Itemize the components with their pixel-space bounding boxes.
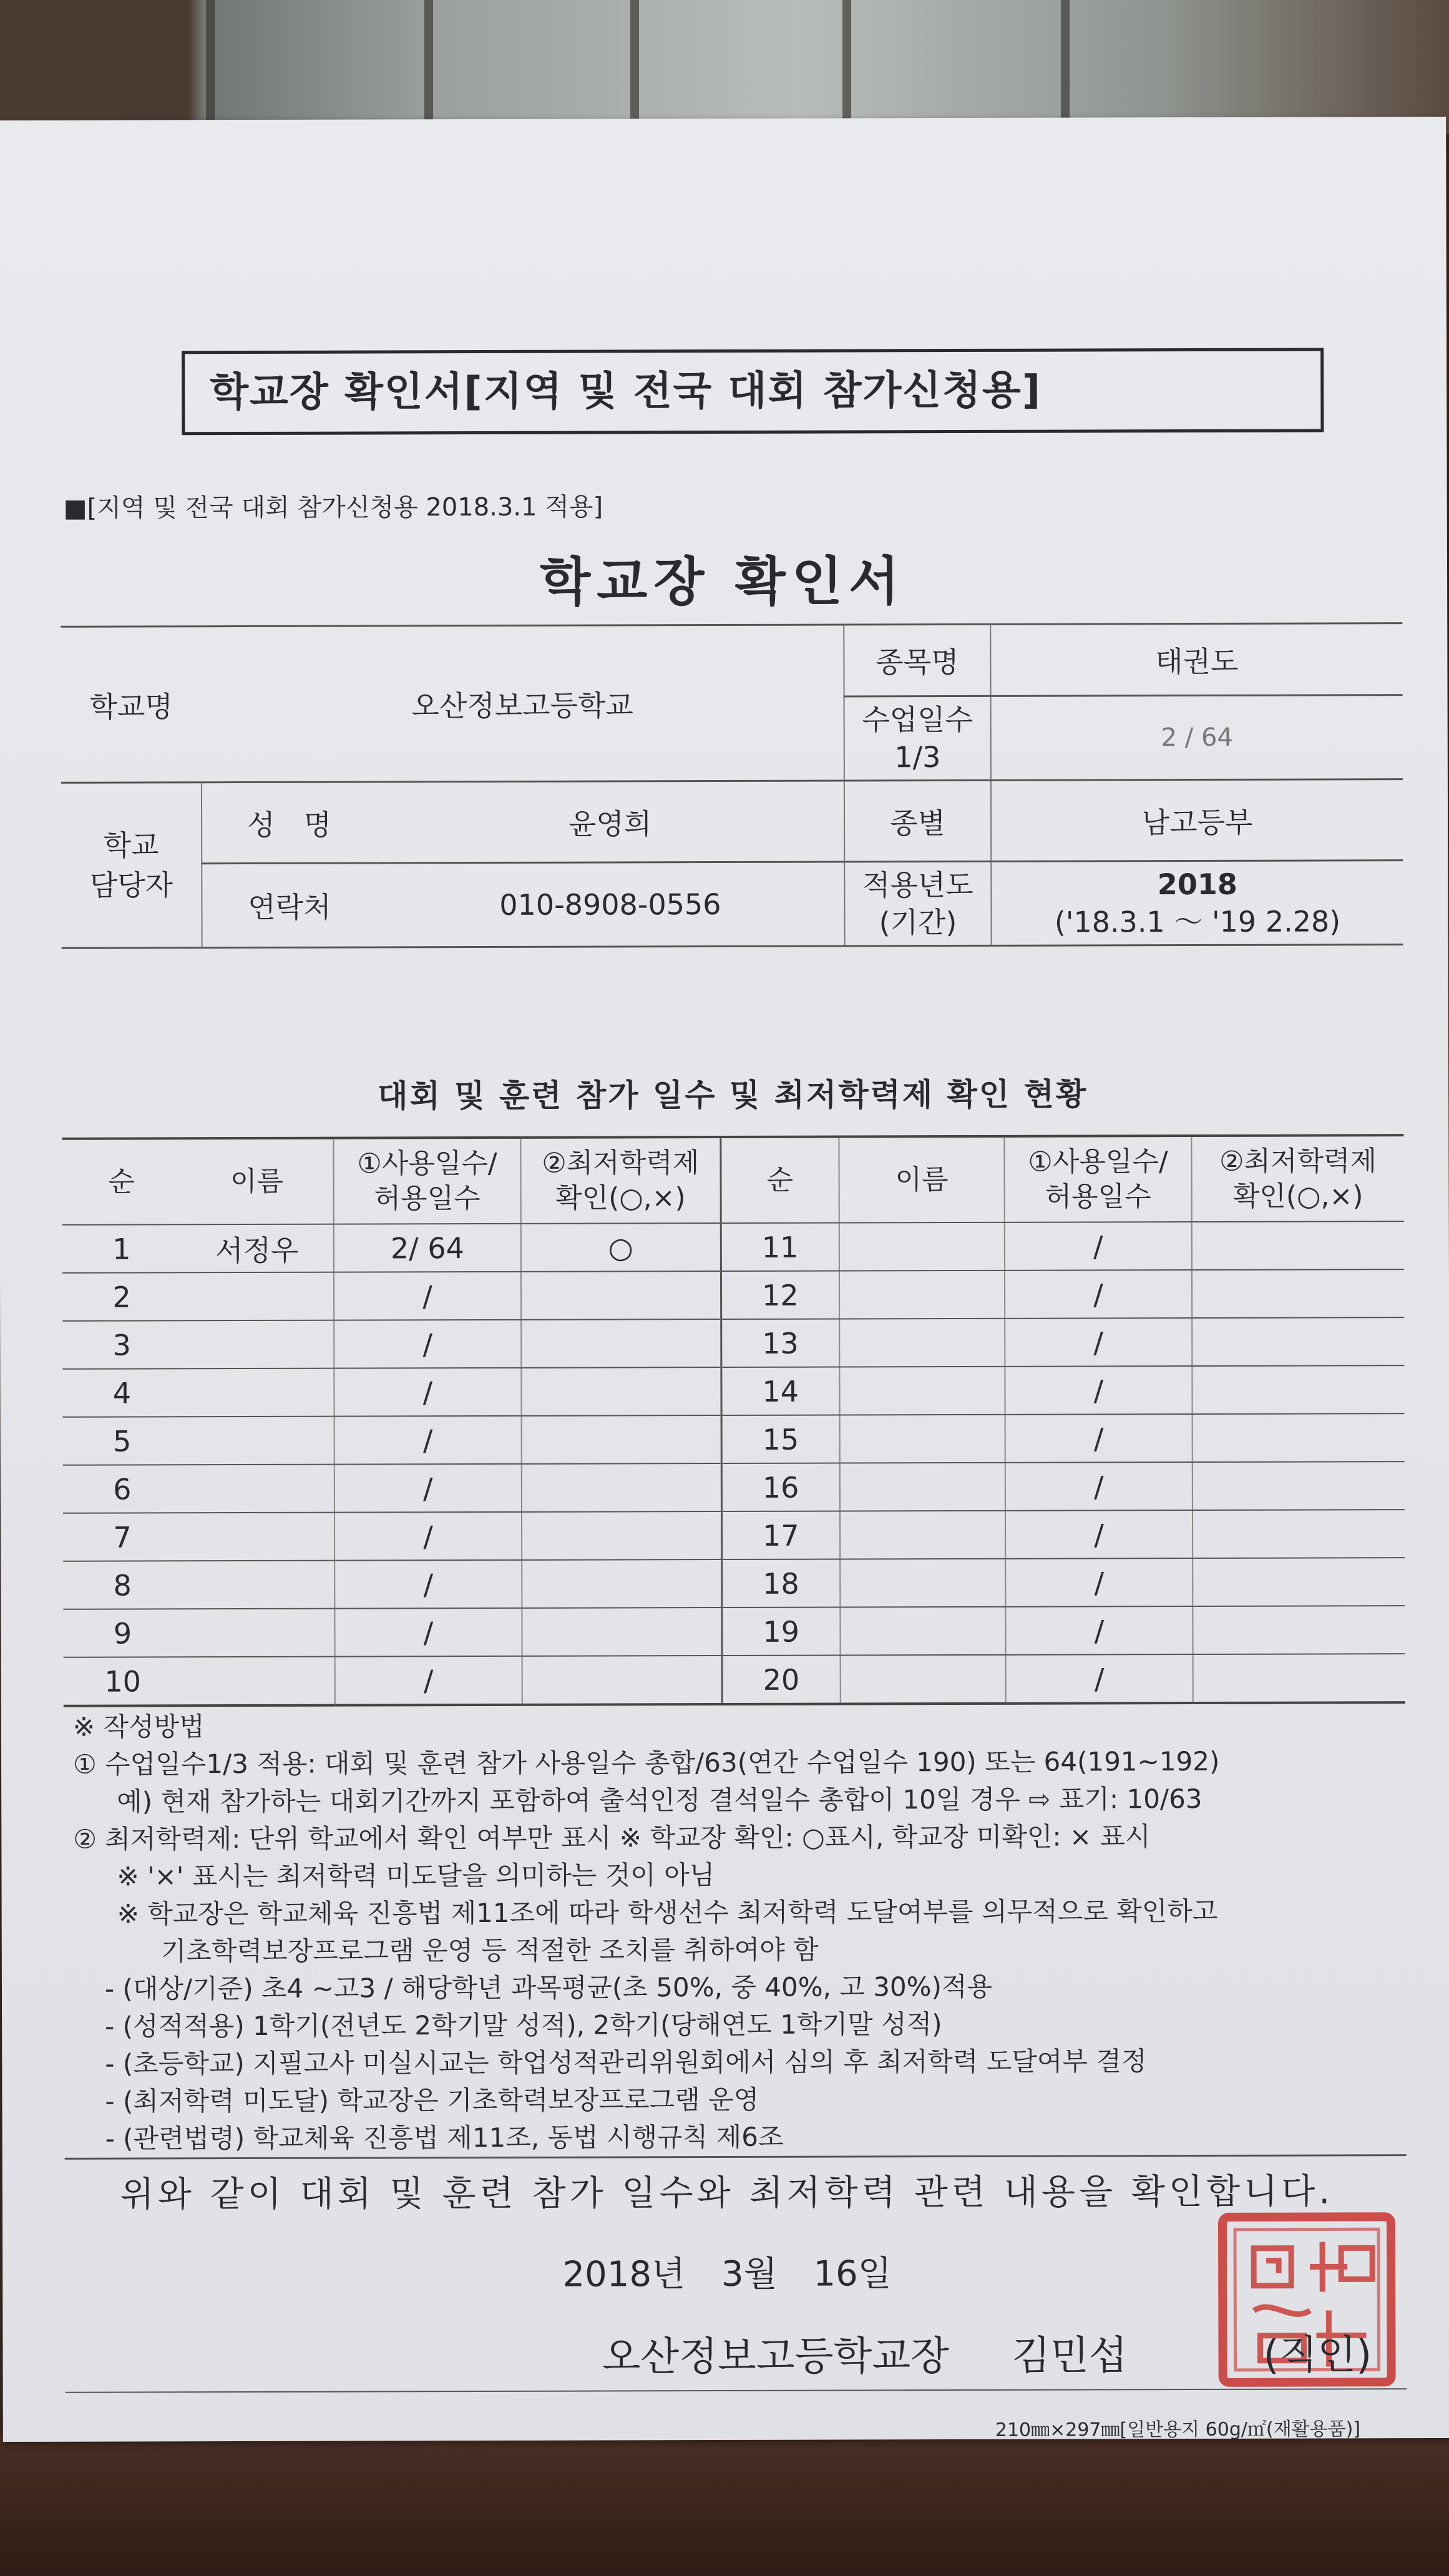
row-days: 2/ 64: [334, 1224, 521, 1272]
row-days: /: [1005, 1462, 1193, 1511]
photo-background-bottom: [0, 2434, 1449, 2576]
row-name: 서정우: [181, 1224, 334, 1273]
row-days: /: [334, 1416, 522, 1465]
row-number: 4: [62, 1368, 181, 1417]
row-number: 1: [62, 1224, 181, 1272]
col-header-min-line2: 확인(○,×): [1232, 1179, 1364, 1212]
bottom-divider: [66, 2388, 1407, 2393]
row-min-check: [1193, 1461, 1405, 1510]
row-name: [841, 1655, 1006, 1704]
event-value: 태권도: [990, 623, 1402, 696]
row-days: /: [1005, 1510, 1193, 1559]
category-value: 남고등부: [991, 779, 1403, 862]
signature-line: [602, 2323, 1177, 2382]
row-min-check: [522, 1656, 722, 1705]
note-line: 예) 현재 참가하는 대회기간까지 포함하여 출석인정 결석일수 총합이 10일 경우 ⇨ 표기: 10/63: [117, 1783, 1203, 1817]
row-min-check: [521, 1271, 721, 1320]
class-days-value: 2 / 64: [991, 695, 1403, 781]
row-min-check: [522, 1559, 721, 1608]
row-name: [839, 1222, 1005, 1271]
row-name: [840, 1559, 1005, 1608]
row-min-check: [522, 1608, 721, 1656]
row-number: 7: [63, 1513, 182, 1561]
row-days: /: [1005, 1606, 1193, 1655]
col-header-name: 이름: [839, 1136, 1004, 1223]
note-line: - (관련법령) 학교체육 진흥법 제11조, 동법 시행규칙 제6조: [105, 2121, 784, 2154]
note-heading: ※ 작성방법: [72, 1711, 205, 1742]
table-row: [63, 1510, 1405, 1561]
name-label: 성 명: [202, 782, 376, 864]
row-name: [182, 1465, 334, 1513]
section-title: 대회 및 훈련 참가 일수 및 최저학력제 확인 현황: [378, 1076, 1088, 1115]
col-header-min-line2: 확인(○,×): [555, 1181, 686, 1214]
row-name: [182, 1561, 334, 1609]
year-label: [844, 861, 991, 946]
row-number: 8: [63, 1561, 182, 1609]
row-number: 5: [63, 1417, 182, 1465]
note-line: - (초등학교) 지필고사 미실시교는 학업성적관리위원회에서 심의 후 최저학력 도달여부 결정: [105, 2046, 1147, 2079]
row-days: /: [1005, 1366, 1192, 1415]
class-days-label-line1: 수업일수: [862, 702, 973, 737]
instructions: [73, 1705, 1410, 2158]
row-days: /: [1005, 1558, 1193, 1607]
document-paper: [0, 117, 1449, 2442]
row-days: /: [334, 1608, 522, 1657]
note-line: - (성적적용) 1학기(전년도 2학기말 성적), 2학기(당해연도 1학기말 성적): [105, 2009, 942, 2042]
background-beam: [630, 0, 639, 134]
row-days: /: [334, 1272, 521, 1320]
col-header-min: [1191, 1135, 1403, 1222]
row-number: 3: [62, 1320, 181, 1368]
row-days: /: [334, 1320, 521, 1368]
signer-school: 오산정보고등학교장: [602, 2333, 950, 2381]
row-days: /: [334, 1560, 522, 1609]
row-min-check: [522, 1463, 721, 1512]
row-min-check: [1192, 1269, 1404, 1318]
note-line: 기초학력보장프로그램 운영 등 적절한 조치를 취하여야 함: [160, 1934, 819, 1967]
row-number: 20: [722, 1656, 841, 1704]
row-min-check: [521, 1319, 721, 1368]
row-days: /: [334, 1464, 522, 1513]
note-line: - (최저학력 미도달) 학교장은 기초학력보장프로그램 운영: [105, 2084, 759, 2117]
name-value: 윤영희: [376, 781, 844, 863]
row-days: /: [1005, 1222, 1192, 1271]
row-days: /: [334, 1512, 522, 1561]
row-min-check: [1193, 1558, 1405, 1606]
col-header-days: [1004, 1136, 1191, 1222]
col-header-no: 순: [62, 1138, 180, 1224]
col-header-no: 순: [720, 1137, 839, 1223]
row-name: [182, 1609, 334, 1657]
row-days: /: [1005, 1270, 1192, 1319]
table-row: [62, 1269, 1404, 1321]
col-header-name: 이름: [180, 1138, 333, 1225]
row-name: [839, 1319, 1005, 1367]
school-name-value: 오산정보고등학교: [201, 625, 844, 783]
row-name: [839, 1271, 1005, 1319]
row-days: /: [1006, 1654, 1193, 1704]
row-min-check: [1193, 1510, 1405, 1558]
category-label: 종별: [844, 780, 991, 862]
row-min-check: [521, 1367, 721, 1416]
note-line: ② 최저학력제: 단위 학교에서 확인 여부만 표시 ※ 학교장 확인: ○표시, 학교장 미확인: × 표시: [73, 1821, 1151, 1855]
table-row: [62, 1317, 1404, 1369]
row-min-check: ○: [521, 1223, 721, 1272]
col-header-min-line1: ②최저학력제: [542, 1146, 700, 1179]
row-days: /: [1005, 1414, 1193, 1463]
row-number: 14: [721, 1367, 839, 1415]
row-days: /: [334, 1368, 521, 1417]
signer-name: 김민섭: [1012, 2333, 1128, 2379]
table-row: [63, 1606, 1405, 1657]
row-name: [182, 1657, 335, 1706]
row-name: [181, 1320, 334, 1369]
row-min-check: [1193, 1606, 1405, 1654]
date-day: 16일: [813, 2253, 892, 2295]
background-beam: [206, 0, 215, 134]
row-days: /: [335, 1656, 522, 1705]
table-row: [63, 1461, 1405, 1513]
table-row: [64, 1654, 1405, 1706]
participation-table: [62, 1134, 1405, 1707]
row-min-check: [522, 1511, 721, 1560]
col-header-days-line2: 허용일수: [1045, 1180, 1151, 1213]
row-number: 16: [721, 1463, 840, 1511]
school-name-label: 학교명: [61, 627, 202, 783]
col-header-days: [333, 1138, 520, 1224]
contact-value: 010-8908-0556: [376, 862, 844, 947]
col-header-min-line1: ②최저학력제: [1219, 1144, 1377, 1178]
row-number: 15: [721, 1415, 840, 1463]
class-days-label: [844, 696, 991, 781]
photo-background-top: [0, 0, 1449, 134]
col-header-min: [520, 1137, 720, 1224]
row-number: 19: [721, 1608, 840, 1656]
row-name: [182, 1417, 334, 1465]
manager-label-line1: 학교: [103, 828, 159, 862]
row-number: 2: [62, 1272, 181, 1320]
background-beam: [1061, 0, 1070, 134]
row-min-check: [1193, 1654, 1405, 1703]
year-label-line2: (기간): [879, 905, 957, 940]
year-value-line2: ('18.3.1 ～ '19 2.28): [1054, 904, 1341, 939]
row-name: [840, 1511, 1005, 1559]
year-value: [991, 861, 1403, 946]
col-header-days-line1: ①사용일수/: [1028, 1145, 1168, 1178]
main-title: 학교장 확인서: [539, 550, 906, 613]
seal-mark: (직인): [1263, 2332, 1372, 2379]
document-title-box: 학교장 확인서[지역 및 전국 대회 참가신청용]: [182, 348, 1324, 435]
row-number: 12: [721, 1271, 839, 1319]
row-name: [181, 1272, 334, 1321]
table-row: [62, 1221, 1404, 1273]
col-header-days-line2: 허용일수: [374, 1182, 481, 1214]
row-min-check: [522, 1415, 721, 1464]
table-row: [63, 1558, 1405, 1609]
row-number: 9: [63, 1609, 182, 1657]
contact-label: 연락처: [202, 863, 376, 948]
row-min-check: [1192, 1221, 1404, 1270]
row-number: 10: [64, 1657, 182, 1705]
row-number: 13: [721, 1319, 839, 1367]
manager-label: [61, 783, 202, 949]
background-beam: [424, 0, 433, 134]
note-line: - (대상/기준) 초4 ~고3 / 해당학년 과목평균(초 50%, 중 40%, 고 30%)적용: [104, 1971, 993, 2004]
row-days: /: [1005, 1318, 1192, 1367]
note-line: ① 수업일수1/3 적용: 대회 및 훈련 참가 사용일수 총합/63(연간 수업일수 190) 또는 64(191~192): [72, 1745, 1220, 1780]
date-month: 3월: [721, 2253, 778, 2295]
row-min-check: [1192, 1365, 1404, 1414]
row-name: [840, 1415, 1005, 1463]
confirmation-statement: 위와 같이 대회 및 훈련 참가 일수와 최저학력 관련 내용을 확인합니다.: [120, 2171, 1334, 2215]
background-beam: [842, 0, 851, 134]
row-name: [840, 1463, 1005, 1511]
date-year: 2018년: [562, 2254, 686, 2295]
year-label-line1: 적용년도: [862, 867, 973, 902]
row-number: 11: [721, 1223, 839, 1271]
row-name: [839, 1367, 1005, 1415]
table-row: [63, 1413, 1405, 1465]
row-number: 17: [721, 1511, 840, 1559]
row-name: [182, 1513, 334, 1561]
row-name: [181, 1368, 334, 1417]
table-row: [62, 1365, 1404, 1417]
row-name: [840, 1607, 1005, 1656]
event-label: 종목명: [844, 624, 990, 696]
row-min-check: [1193, 1413, 1405, 1462]
application-note: ■[지역 및 전국 대회 참가신청용 2018.3.1 적용]: [63, 492, 603, 523]
school-info-table: [61, 622, 1403, 949]
col-header-days-line1: ①사용일수/: [357, 1147, 497, 1180]
note-line: ※ 학교장은 학교체육 진흥법 제11조에 따라 학생선수 최저학력 도달여부를 의무적으로 확인하고: [117, 1895, 1218, 1930]
note-line: ※ '×' 표시는 최저학력 미도달을 의미하는 것이 아님: [117, 1860, 715, 1892]
year-value-line1: 2018: [1157, 867, 1237, 902]
manager-label-line2: 담당자: [89, 868, 173, 902]
class-days-label-line2: 1/3: [894, 740, 941, 774]
row-min-check: [1192, 1317, 1404, 1366]
row-number: 6: [63, 1465, 182, 1513]
paper-spec: 210㎜×297㎜[일반용지 60g/㎡(재활용품)]: [995, 2418, 1361, 2441]
row-number: 18: [721, 1559, 840, 1608]
